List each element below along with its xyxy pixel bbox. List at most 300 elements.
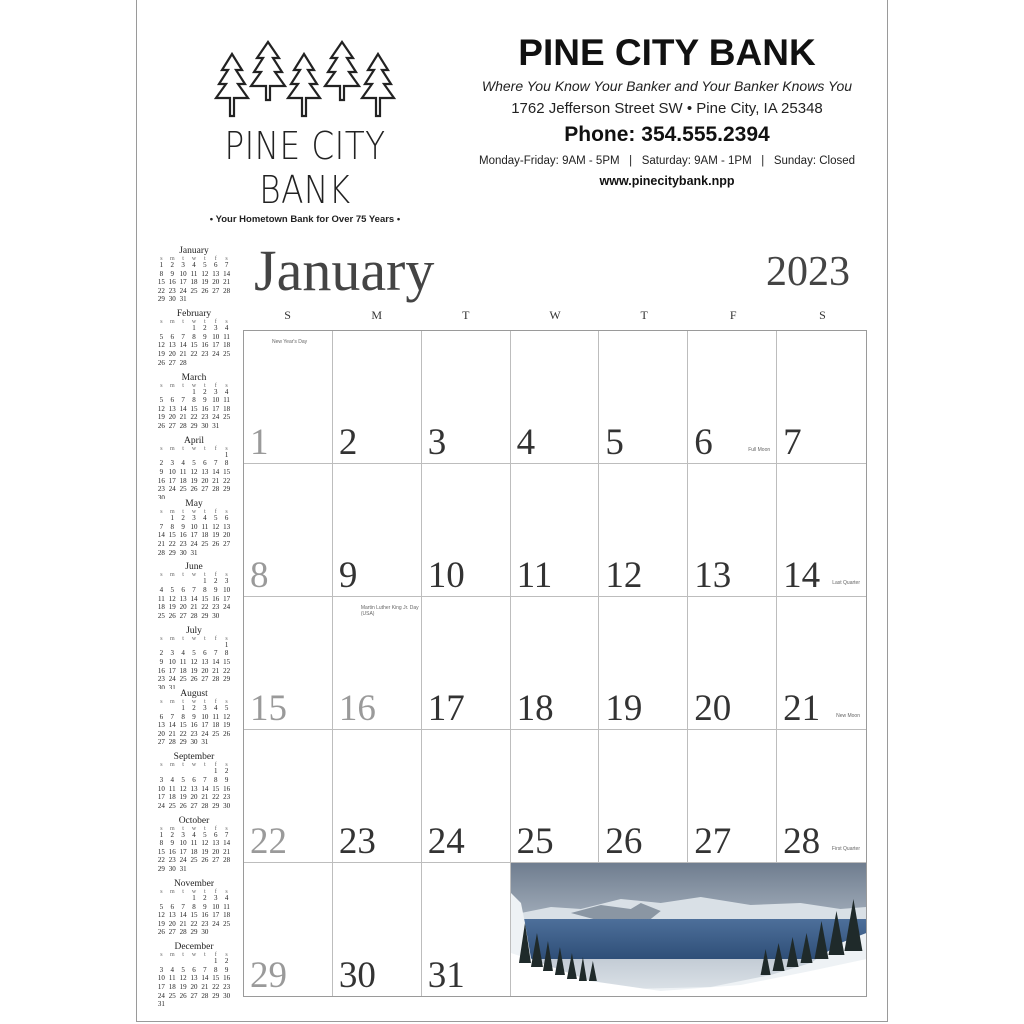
- mini-day: 6: [213, 261, 218, 269]
- mini-day: 13: [179, 594, 187, 603]
- mini-day: 12: [201, 269, 209, 278]
- mini-day: 2: [192, 704, 196, 713]
- mini-day: 20: [179, 603, 187, 612]
- mini-weekday: f: [214, 509, 217, 516]
- mini-day: 22: [168, 539, 176, 548]
- mini-day: 31: [212, 421, 220, 430]
- mini-day: 30: [223, 801, 231, 810]
- mini-weekday: m: [169, 888, 175, 895]
- mini-day: 19: [179, 793, 187, 802]
- mini-day: 17: [168, 666, 176, 675]
- mini-day: 12: [201, 839, 209, 848]
- day-cell[interactable]: [244, 464, 333, 597]
- mini-weekday: s: [160, 572, 163, 579]
- mini-blank: [156, 577, 167, 586]
- mini-day: 24: [212, 413, 220, 422]
- mini-day: 1: [192, 387, 196, 396]
- mini-weekday: w: [191, 635, 197, 642]
- mini-day: 8: [224, 459, 229, 468]
- mini-day: 9: [170, 269, 175, 278]
- mini-day: 23: [212, 603, 220, 612]
- mini-weekday: f: [214, 762, 217, 769]
- mini-day: 29: [190, 928, 198, 937]
- mini-weekday: t: [204, 509, 206, 516]
- mini-day: 18: [201, 531, 209, 540]
- mini-day: 24: [168, 485, 176, 494]
- mini-month-name: March: [181, 372, 207, 383]
- mini-day: 6: [192, 965, 196, 974]
- mini-day: 8: [213, 965, 218, 974]
- mini-day: 10: [223, 586, 231, 595]
- mini-day: 6: [203, 459, 207, 468]
- mini-day: 10: [168, 657, 176, 666]
- mini-day: 10: [201, 712, 209, 721]
- mini-weekday: s: [225, 572, 228, 579]
- mini-day: 23: [168, 856, 176, 865]
- mini-day: 7: [181, 902, 185, 911]
- mini-month-name: May: [185, 499, 203, 510]
- day-number: 7: [783, 422, 802, 463]
- weekday-label: T: [640, 308, 648, 322]
- mini-day: 16: [157, 476, 165, 485]
- mini-day: 30: [168, 295, 176, 304]
- mini-day: 28: [179, 358, 187, 367]
- day-cell[interactable]: [599, 597, 688, 730]
- mini-weekday: m: [169, 382, 175, 389]
- mini-day: 2: [170, 261, 175, 269]
- mini-weekday: s: [160, 825, 163, 832]
- mini-day: 29: [190, 421, 198, 430]
- mini-day: 5: [213, 514, 218, 523]
- mini-day: 27: [179, 611, 187, 620]
- mini-day: 5: [159, 332, 164, 341]
- mini-day: 21: [212, 666, 220, 675]
- day-cell[interactable]: [777, 464, 866, 597]
- mini-day: 7: [192, 586, 196, 595]
- mini-weekday: w: [191, 509, 197, 516]
- day-number: 30: [338, 955, 376, 996]
- mini-day: 15: [212, 784, 220, 793]
- day-number: 13: [694, 555, 732, 596]
- mini-day: 28: [201, 991, 209, 1000]
- mini-day: 1: [181, 704, 185, 713]
- mini-day: 3: [213, 893, 218, 902]
- day-number: 29: [250, 955, 287, 996]
- mini-blank: [178, 324, 189, 333]
- day-cell[interactable]: [333, 464, 422, 597]
- mini-weekday: f: [214, 445, 217, 452]
- mini-day: 18: [223, 341, 231, 350]
- mini-day: 27: [201, 485, 209, 494]
- mini-day: 19: [212, 531, 220, 540]
- mini-calendars: [156, 246, 232, 1006]
- mini-day: 29: [223, 485, 231, 494]
- mini-day: 13: [190, 974, 198, 983]
- mini-day: 16: [201, 404, 209, 413]
- mini-day-grid: [156, 514, 232, 557]
- mini-month-name: December: [174, 942, 214, 953]
- day-cell[interactable]: [422, 863, 511, 996]
- weekday-label: W: [549, 308, 561, 322]
- day-number: 12: [605, 555, 643, 596]
- mini-day: 6: [192, 775, 196, 784]
- mini-day: 29: [201, 611, 209, 620]
- mini-day: 30: [168, 865, 176, 874]
- mini-day: 21: [201, 983, 209, 992]
- mini-blank: [167, 894, 178, 903]
- mini-day: 16: [168, 847, 176, 856]
- mini-day: 1: [224, 640, 229, 649]
- mini-day: 10: [179, 269, 187, 278]
- mini-day: 1: [192, 893, 196, 902]
- mini-weekday: m: [169, 319, 175, 326]
- day-cell[interactable]: [777, 331, 866, 464]
- mini-day: 8: [192, 396, 196, 405]
- mini-day: 26: [190, 485, 198, 494]
- mini-day: 21: [179, 350, 187, 359]
- mini-day: 12: [223, 712, 231, 721]
- mini-weekday: f: [214, 952, 217, 959]
- mini-weekday: t: [204, 762, 206, 769]
- mini-day: 21: [223, 278, 231, 287]
- mini-day: 4: [192, 830, 196, 839]
- day-cell[interactable]: [777, 597, 866, 730]
- mini-day: 7: [181, 332, 185, 341]
- day-number: 4: [516, 422, 536, 463]
- mini-day: 25: [157, 611, 165, 620]
- day-cell[interactable]: [511, 331, 600, 464]
- mini-day: 18: [168, 983, 176, 992]
- winter-lake-image: [511, 863, 866, 996]
- mini-day: 24: [212, 919, 220, 928]
- mini-day: 18: [168, 793, 176, 802]
- mini-day: 14: [201, 974, 209, 983]
- mini-day: 13: [201, 657, 209, 666]
- mini-day: 19: [157, 413, 165, 422]
- weekday-label: T: [462, 308, 470, 322]
- mini-day: 17: [179, 278, 187, 287]
- mini-day-grid: [156, 577, 232, 620]
- mini-day: 17: [223, 594, 231, 603]
- mini-day: 27: [168, 928, 176, 937]
- mini-day: 11: [223, 396, 230, 405]
- mini-day: 13: [212, 839, 220, 848]
- mini-day: 18: [179, 666, 187, 675]
- mini-day: 25: [223, 413, 231, 422]
- mini-day: 9: [203, 902, 207, 911]
- mini-weekday: t: [204, 572, 206, 579]
- mini-weekday: m: [169, 952, 175, 959]
- mini-day: 19: [201, 278, 209, 287]
- mini-day: 27: [223, 539, 231, 548]
- mini-day-grid: [156, 767, 232, 810]
- day-cell[interactable]: [511, 464, 600, 597]
- mini-day: 25: [223, 919, 231, 928]
- day-number: 23: [338, 821, 376, 862]
- mini-blank: [199, 641, 210, 650]
- day-number: 1: [250, 422, 269, 463]
- bank-website[interactable]: www.pinecitybank.npp: [599, 174, 735, 188]
- mini-day: 22: [201, 603, 209, 612]
- mini-weekday: f: [214, 825, 217, 832]
- mini-weekday: w: [191, 762, 197, 769]
- mini-day: 12: [157, 911, 165, 920]
- mini-day-grid: [156, 388, 232, 431]
- day-cell[interactable]: [244, 863, 333, 996]
- day-cell[interactable]: [244, 597, 333, 730]
- mini-day: 26: [157, 928, 165, 937]
- mini-day: 8: [159, 269, 164, 278]
- mini-blank: [189, 641, 200, 650]
- mini-day: 21: [212, 476, 220, 485]
- day-cell[interactable]: [333, 730, 422, 863]
- mini-day: 28: [212, 485, 220, 494]
- day-cell[interactable]: [244, 331, 333, 464]
- mini-day: 17: [168, 476, 176, 485]
- mini-day: 28: [223, 286, 231, 295]
- mini-weekday: m: [169, 762, 175, 769]
- mini-day: 9: [181, 522, 185, 531]
- mini-weekday: s: [160, 509, 163, 516]
- mini-day: 29: [157, 865, 165, 874]
- mini-weekday: s: [160, 635, 163, 642]
- mini-weekday: t: [204, 699, 206, 706]
- day-cell[interactable]: [333, 597, 422, 730]
- mini-day: 3: [159, 775, 164, 784]
- day-cell[interactable]: [333, 331, 422, 464]
- mini-day: 15: [168, 531, 176, 540]
- mini-day: 16: [168, 278, 176, 287]
- day-note: First Quarter: [831, 846, 860, 852]
- mini-day: 30: [157, 683, 165, 690]
- mini-day: 19: [157, 919, 165, 928]
- day-note: Martin Luther King Jr. Day (USA): [360, 605, 419, 617]
- mini-day: 11: [190, 269, 198, 278]
- mini-day: 2: [181, 514, 185, 523]
- day-cell[interactable]: [422, 464, 511, 597]
- mini-day: 23: [179, 539, 187, 548]
- mini-day: 30: [179, 548, 187, 557]
- mini-weekday: m: [169, 699, 175, 706]
- mini-day: 30: [201, 928, 209, 937]
- mini-day: 12: [168, 594, 176, 603]
- mini-day: 25: [201, 539, 209, 548]
- mini-weekday: t: [204, 319, 206, 326]
- mini-day: 24: [157, 801, 165, 810]
- mini-day: 25: [179, 485, 187, 494]
- mini-month: [156, 942, 232, 1005]
- mini-day: 26: [223, 729, 231, 738]
- mini-weekday: w: [191, 699, 197, 706]
- mini-day: 10: [212, 396, 220, 405]
- mini-day: 17: [212, 911, 220, 920]
- day-cell[interactable]: [333, 863, 422, 996]
- mini-day: 13: [168, 341, 176, 350]
- mini-day: 14: [179, 404, 187, 413]
- day-number: 19: [605, 688, 643, 729]
- day-cell[interactable]: [777, 730, 866, 863]
- mini-day: 22: [190, 350, 198, 359]
- mini-weekday: s: [160, 699, 163, 706]
- day-cell[interactable]: [688, 730, 777, 863]
- mini-day: 20: [168, 919, 176, 928]
- mini-day: 1: [159, 261, 164, 269]
- day-number: 28: [783, 821, 821, 862]
- day-number: 25: [516, 821, 554, 862]
- mini-day: 9: [203, 332, 207, 341]
- mini-blank: [178, 641, 189, 650]
- mini-day: 8: [159, 839, 164, 848]
- mini-day: 4: [181, 649, 185, 658]
- mini-day: 3: [170, 459, 175, 468]
- mini-day: 12: [157, 404, 165, 413]
- mini-day: 2: [224, 957, 229, 966]
- mini-weekday: s: [225, 635, 228, 642]
- mini-day: 27: [168, 358, 176, 367]
- mini-day: 30: [212, 611, 220, 620]
- day-number: 5: [605, 422, 624, 463]
- mini-day: 18: [212, 721, 220, 730]
- mini-day: 7: [224, 830, 229, 839]
- mini-day: 5: [192, 459, 196, 468]
- mini-blank: [156, 894, 167, 903]
- mini-weekday: t: [204, 888, 206, 895]
- mini-weekday: f: [214, 699, 217, 706]
- day-cell[interactable]: [422, 331, 511, 464]
- mini-day: 16: [201, 911, 209, 920]
- day-cell[interactable]: [688, 597, 777, 730]
- mini-weekday: w: [191, 256, 197, 262]
- day-number: 16: [338, 688, 376, 729]
- mini-day: 11: [190, 839, 198, 848]
- mini-day: 28: [212, 675, 220, 684]
- mini-day: 3: [224, 577, 229, 586]
- mini-day: 11: [168, 974, 176, 983]
- mini-day: 7: [170, 712, 175, 721]
- bank-logo: [160, 40, 450, 225]
- mini-blank: [156, 324, 167, 333]
- mini-day: 9: [192, 712, 196, 721]
- mini-day: 26: [190, 675, 198, 684]
- mini-day: 1: [203, 577, 207, 586]
- weekday-header: [243, 308, 867, 323]
- mini-day: 28: [168, 738, 176, 747]
- mini-day: 14: [223, 839, 231, 848]
- day-number: 18: [516, 688, 554, 729]
- mini-weekday: t: [182, 699, 184, 706]
- mini-day: 1: [192, 324, 196, 333]
- mini-day: 26: [168, 611, 176, 620]
- mini-day: 19: [179, 983, 187, 992]
- mini-weekday: s: [225, 509, 228, 516]
- mini-day: 22: [223, 666, 231, 675]
- day-cell[interactable]: [599, 464, 688, 597]
- mini-day: 9: [213, 586, 218, 595]
- mini-day: 15: [157, 847, 165, 856]
- mini-day: 23: [201, 350, 209, 359]
- mini-day: 11: [179, 468, 187, 477]
- mini-day: 15: [201, 594, 209, 603]
- mini-day-grid: [156, 324, 232, 367]
- mini-day: 30: [157, 493, 165, 500]
- mini-day: 8: [224, 649, 229, 658]
- mini-day: 4: [213, 704, 218, 713]
- mini-month: [156, 562, 232, 625]
- mini-day: 7: [213, 459, 218, 468]
- day-note: New Moon: [836, 713, 860, 719]
- mini-weekday: m: [169, 256, 175, 262]
- mini-weekday: f: [214, 572, 217, 579]
- mini-weekday: m: [169, 509, 175, 516]
- day-cell[interactable]: [599, 331, 688, 464]
- mini-day: 27: [168, 421, 176, 430]
- day-cell[interactable]: [422, 597, 511, 730]
- mini-day: 4: [192, 261, 196, 269]
- mini-day: 15: [179, 721, 187, 730]
- mini-day: 1: [213, 767, 218, 776]
- mini-day: 24: [179, 286, 187, 295]
- mini-day: 9: [159, 657, 164, 666]
- mini-weekday: s: [225, 256, 228, 262]
- day-cell[interactable]: [688, 331, 777, 464]
- day-cell[interactable]: [244, 730, 333, 863]
- mini-day: 20: [190, 983, 198, 992]
- mini-blank: [167, 577, 178, 586]
- mini-day: 18: [223, 911, 231, 920]
- mini-day: 2: [159, 649, 164, 658]
- mini-day: 23: [157, 485, 165, 494]
- mini-weekday: f: [214, 382, 217, 389]
- mini-weekday: s: [160, 952, 163, 959]
- mini-day: 1: [213, 957, 218, 966]
- day-cell[interactable]: [688, 464, 777, 597]
- mini-weekday: m: [169, 572, 175, 579]
- mini-day: 15: [190, 404, 198, 413]
- landscape-photo: [511, 863, 866, 996]
- mini-day: 17: [157, 983, 165, 992]
- mini-weekday: m: [169, 445, 175, 452]
- mini-day: 13: [168, 404, 176, 413]
- mini-day: 28: [190, 611, 198, 620]
- day-cell[interactable]: [511, 730, 600, 863]
- mini-month: [156, 309, 232, 372]
- mini-day: 12: [157, 341, 165, 350]
- weekday-label: S: [284, 308, 291, 322]
- mini-day: 6: [170, 332, 175, 341]
- mini-day: 20: [201, 666, 209, 675]
- mini-day: 8: [192, 902, 196, 911]
- mini-day: 15: [157, 278, 165, 287]
- day-cell[interactable]: [422, 730, 511, 863]
- day-cell[interactable]: [511, 597, 600, 730]
- mini-day: 8: [170, 522, 175, 531]
- mini-day: 10: [190, 522, 198, 531]
- mini-day: 28: [223, 856, 231, 865]
- mini-day-grid: [156, 641, 232, 689]
- mini-weekday: s: [160, 256, 163, 262]
- mini-day: 22: [212, 793, 220, 802]
- mini-day: 21: [157, 539, 165, 548]
- weekday-label: S: [819, 308, 826, 322]
- mini-day: 14: [157, 531, 165, 540]
- mini-blank: [178, 894, 189, 903]
- day-cell[interactable]: [599, 730, 688, 863]
- mini-day: 14: [201, 784, 209, 793]
- mini-day: 14: [190, 594, 198, 603]
- mini-day: 6: [213, 830, 218, 839]
- mini-day: 4: [224, 324, 229, 333]
- mini-weekday: w: [191, 825, 197, 832]
